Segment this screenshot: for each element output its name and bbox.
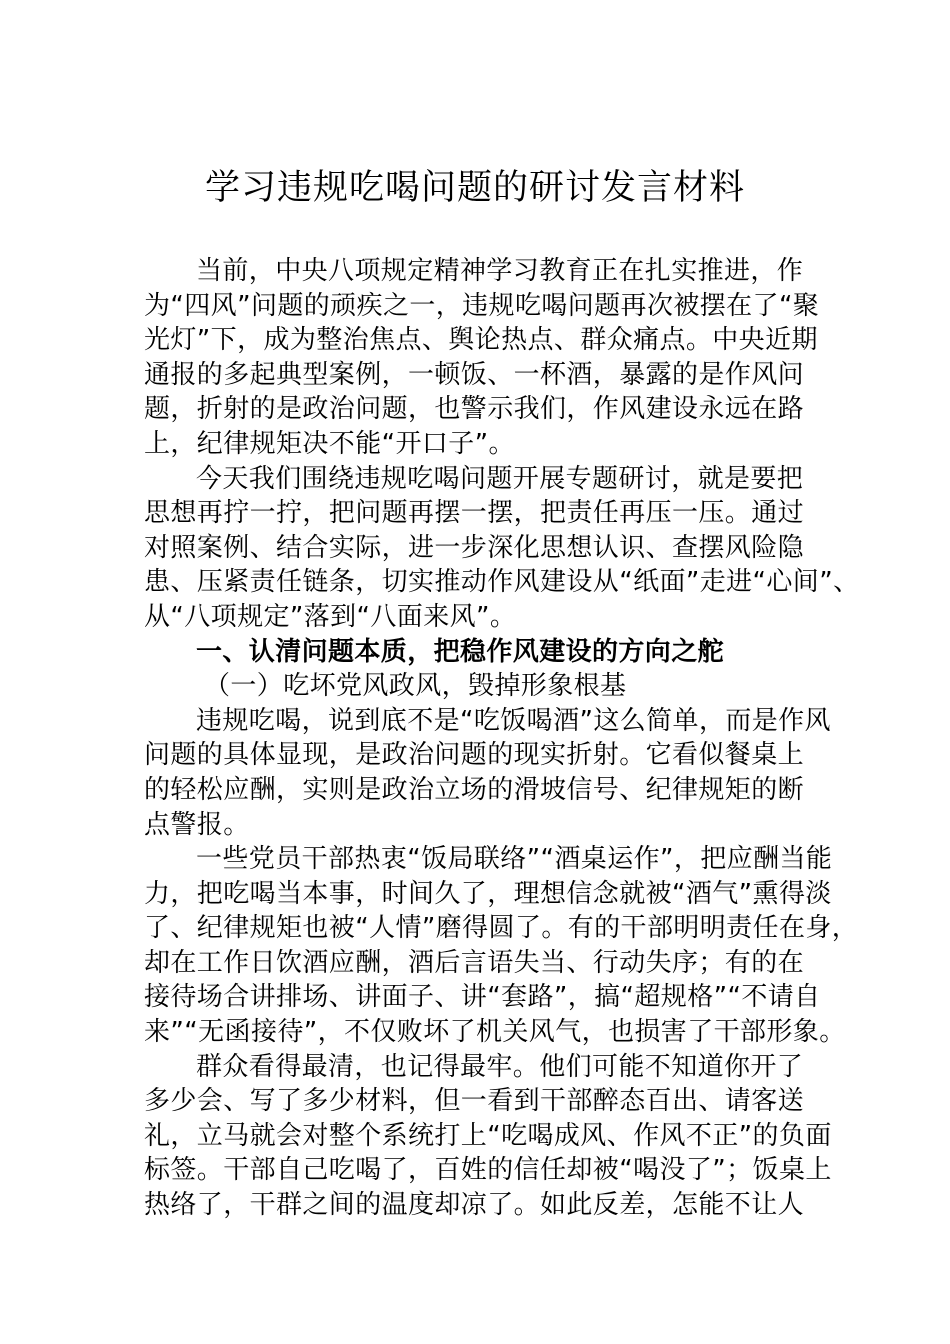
- paragraph-line: 点警报。: [144, 809, 250, 840]
- paragraph-line: 来”“无函接待”，不仅败坏了机关风气，也损害了干部形象。: [144, 1017, 846, 1048]
- paragraph-line: 标签。干部自己吃喝了，百姓的信任却被“喝没了”；饭桌上: [144, 1155, 832, 1186]
- paragraph-line: 了、纪律规矩也被“人情”磨得圆了。有的干部明明责任在身，: [144, 913, 859, 944]
- paragraph-line: 思想再拧一拧，把问题再摆一摆，把责任再压一压。通过: [144, 498, 805, 529]
- paragraph-line: 的轻松应酬，实则是政治立场的滑坡信号、纪律规矩的断: [144, 774, 805, 805]
- paragraph-line: 热络了，干群之间的温度却凉了。如此反差，怎能不让人: [144, 1190, 805, 1221]
- paragraph-line: 却在工作日饮酒应酬，酒后言语失当、行动失序；有的在: [144, 947, 805, 978]
- paragraph-line: 上，纪律规矩决不能“开口子”。: [144, 428, 515, 459]
- paragraph-line: 对照案例、结合实际，进一步深化思想认识、查摆风险隐: [144, 532, 805, 563]
- section-heading: 一、认清问题本质，把稳作风建设的方向之舵: [196, 636, 725, 667]
- document-body: [144, 254, 860, 1223]
- paragraph-line: 题，折射的是政治问题，也警示我们，作风建设永远在路: [144, 394, 805, 425]
- paragraph-line: 今天我们围绕违规吃喝问题开展专题研讨，就是要把: [196, 463, 804, 494]
- paragraph-line: 群众看得最清，也记得最牢。他们可能不知道你开了: [196, 1051, 804, 1082]
- paragraph-line: 力，把吃喝当本事，时间久了，理想信念就被“酒气”熏得淡: [144, 878, 832, 909]
- paragraph-line: 一些党员干部热衷“饭局联络”“酒桌运作”，把应酬当能: [196, 844, 833, 875]
- paragraph-line: 礼，立马就会对整个系统打上“吃喝成风、作风不正”的负面: [144, 1120, 832, 1151]
- paragraph-line: 接待场合讲排场、讲面子、讲“套路”，搞“超规格”“不请自: [144, 982, 821, 1013]
- document-title: 学习违规吃喝问题的研讨发言材料: [204, 168, 745, 208]
- paragraph-line: 光灯”下，成为整治焦点、舆论热点、群众痛点。中央近期: [144, 325, 818, 356]
- paragraph-line: 问题的具体显现，是政治问题的现实折射。它看似餐桌上: [144, 740, 805, 771]
- paragraph-line: 为“四风”问题的顽疾之一，违规吃喝问题再次被摆在了“聚: [144, 290, 820, 321]
- subsection-heading: （一）吃坏党风政风，毁掉形象根基: [204, 671, 627, 702]
- paragraph-line: 患、压紧责任链条，切实推动作风建设从“纸面”走进“心间”、: [144, 567, 860, 598]
- paragraph-line: 当前，中央八项规定精神学习教育正在扎实推进，作: [196, 256, 804, 286]
- paragraph-line: 通报的多起典型案例，一顿饭、一杯酒，暴露的是作风问: [144, 359, 805, 390]
- paragraph-line: 多少会、写了多少材料，但一看到干部醉态百出、请客送: [144, 1086, 805, 1117]
- paragraph-line: 违规吃喝，说到底不是“吃饭喝酒”这么简单，而是作风: [196, 705, 831, 736]
- paragraph-line: 从“八项规定”落到“八面来风”。: [144, 601, 517, 632]
